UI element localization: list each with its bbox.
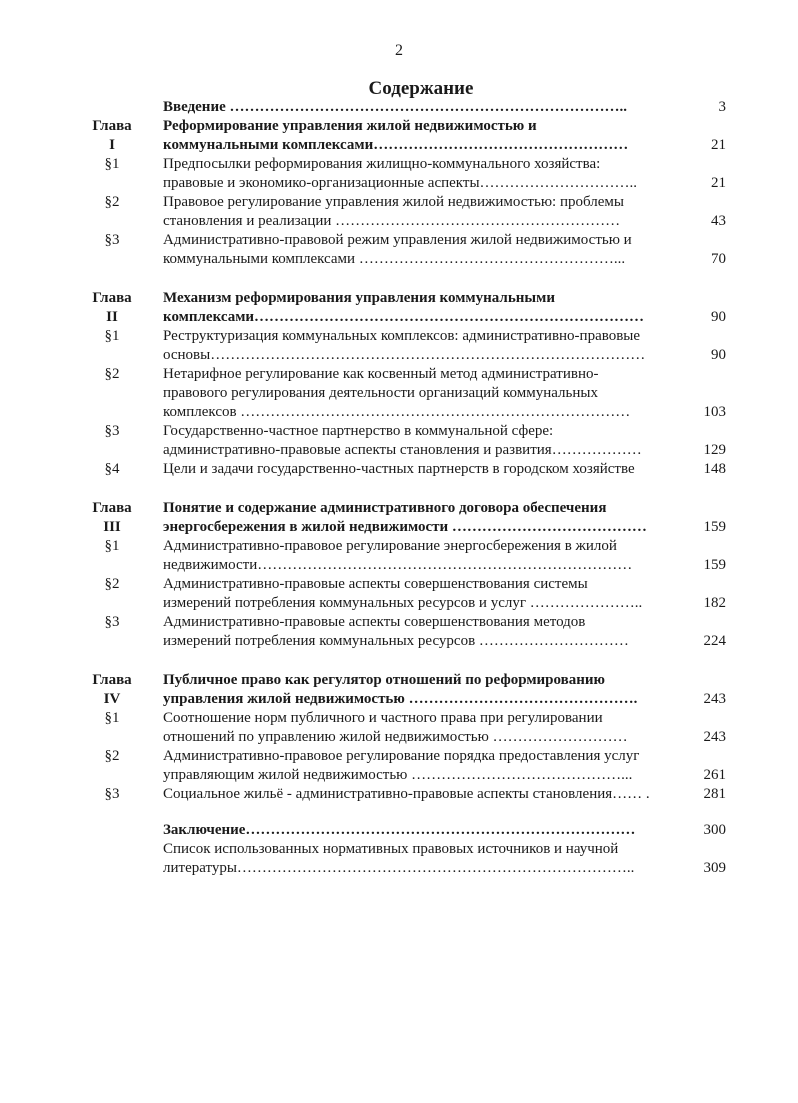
toc-entry-page: 43 xyxy=(711,213,726,229)
toc-entry-label: §1 xyxy=(104,156,120,172)
toc-entry-label: §2 xyxy=(104,576,120,592)
section-spacer xyxy=(0,804,798,821)
toc-entry-text: комплексов …………………………………………………………………… xyxy=(163,404,631,420)
toc-entry-text: Социальное жильё - административно-правовые аспекты становления…… . xyxy=(163,786,650,802)
toc-entry xyxy=(0,785,798,804)
toc-entry-text: Административно-правовые аспекты совершенствования системы xyxy=(163,576,588,592)
toc-entry-page: 224 xyxy=(703,633,726,649)
toc-entry-label: Глава xyxy=(92,118,132,134)
toc-entry xyxy=(0,289,798,308)
toc-entry xyxy=(0,384,798,403)
toc-entry xyxy=(0,690,798,709)
toc-entry xyxy=(0,403,798,422)
toc-entry-page: 3 xyxy=(718,99,726,115)
toc-entry-page: 90 xyxy=(711,309,726,325)
toc-entry-text: управления жилой недвижимостью ………………………………………. xyxy=(163,691,638,707)
page-number: 2 xyxy=(395,42,403,59)
toc-entry-text: коммунальными комплексами…………………………………………… xyxy=(163,137,629,153)
toc-entry-page: 70 xyxy=(711,251,726,267)
toc-entry xyxy=(0,231,798,250)
toc-entry-label: §1 xyxy=(104,538,120,554)
toc-entry-label: IV xyxy=(103,691,121,707)
toc-entry-text: Реструктуризация коммунальных комплексов: административно-правовые xyxy=(163,328,641,344)
toc-entry xyxy=(0,632,798,651)
toc-entry xyxy=(0,460,798,479)
toc-entry-label: §4 xyxy=(104,461,120,477)
toc-entry-page: 90 xyxy=(711,347,726,363)
toc-entry xyxy=(0,212,798,231)
toc-entry-text: правовые и экономико-организационные аспекты………………………….. xyxy=(163,175,638,191)
toc-entry-text: Нетарифное регулирование как косвенный метод административно- xyxy=(163,366,599,382)
toc-entry xyxy=(0,671,798,690)
toc-entry-page: 182 xyxy=(703,595,726,611)
section-spacer xyxy=(0,479,798,499)
toc-entry-text: измерений потребления коммунальных ресурсов ………………………… xyxy=(163,633,629,649)
toc-entry xyxy=(0,575,798,594)
toc-entry xyxy=(0,537,798,556)
section-spacer xyxy=(0,269,798,289)
toc-entry-text: комплексами…………………………………………………………………… xyxy=(163,309,645,325)
toc-entry-label: Глава xyxy=(92,500,132,516)
toc-entry-text: управляющим жилой недвижимостью ……………………………………... xyxy=(163,767,633,783)
toc-entry xyxy=(0,859,798,878)
toc-entry-text: Реформирование управления жилой недвижимостью и xyxy=(163,118,537,134)
toc-entry-text: измерений потребления коммунальных ресурсов и услуг ………………….. xyxy=(163,595,643,611)
toc-entry xyxy=(0,327,798,346)
toc-entry-page: 243 xyxy=(703,729,726,745)
toc-entry-text: литературы…………………………………………………………………….. xyxy=(163,860,635,876)
toc-entry xyxy=(0,346,798,365)
toc-entry-text: правового регулирования деятельности организаций коммунальных xyxy=(163,385,598,401)
toc-entry-label: §1 xyxy=(104,710,120,726)
toc-entry-page: 129 xyxy=(703,442,726,458)
toc-entry xyxy=(0,613,798,632)
toc-entry-text: коммунальными комплексами ……………………………………………... xyxy=(163,251,626,267)
toc-entry-label: Глава xyxy=(92,672,132,688)
toc-entry-text: Административно-правовой режим управления жилой недвижимостью и xyxy=(163,232,632,248)
toc-entry xyxy=(0,747,798,766)
toc-entry xyxy=(0,193,798,212)
toc-entry-label: §1 xyxy=(104,328,120,344)
toc-entry-label: §2 xyxy=(104,194,120,210)
toc-entry xyxy=(0,98,798,117)
toc-entry-page: 159 xyxy=(703,557,726,573)
toc-entry xyxy=(0,422,798,441)
toc-entry-label: §3 xyxy=(104,232,120,248)
toc-entry xyxy=(0,728,798,747)
toc-entry-label: Глава xyxy=(92,290,132,306)
toc-entry xyxy=(0,308,798,327)
toc-entry xyxy=(0,840,798,859)
toc-entry-page: 148 xyxy=(703,461,726,477)
toc-entry-label: I xyxy=(109,137,115,153)
toc-entry-text: Предпосылки реформирования жилищно-коммунального хозяйства: xyxy=(163,156,601,172)
toc-entry xyxy=(0,709,798,728)
toc-entry xyxy=(0,766,798,785)
toc-entry-text: Административно-правовое регулирование энергосбережения в жилой xyxy=(163,538,617,554)
toc-entry xyxy=(0,136,798,155)
toc-entry-page: 281 xyxy=(703,786,726,802)
toc-entry-text: Публичное право как регулятор отношений по реформированию xyxy=(163,672,605,688)
toc-entry-page: 21 xyxy=(711,137,726,153)
toc-entry-text: Государственно-частное партнерство в коммунальной сфере: xyxy=(163,423,554,439)
toc-entry xyxy=(0,174,798,193)
toc-entry-label: §3 xyxy=(104,423,120,439)
toc-entry-page: 159 xyxy=(703,519,726,535)
section-spacer xyxy=(0,651,798,671)
toc-entry-text: Список использованных нормативных правовых источников и научной xyxy=(163,841,619,857)
toc-entry-text: Введение …………………………………………………………………….. xyxy=(163,99,628,115)
toc-entry-text: Административно-правовые аспекты совершенствования методов xyxy=(163,614,586,630)
toc-entry-page: 261 xyxy=(703,767,726,783)
toc-entry xyxy=(0,250,798,269)
toc-entry xyxy=(0,556,798,575)
toc-entry-text: Понятие и содержание административного договора обеспечения xyxy=(163,500,607,516)
toc-entry-label: II xyxy=(106,309,118,325)
toc-entry-label: §2 xyxy=(104,366,120,382)
toc-entry-text: Соотношение норм публичного и частного права при регулировании xyxy=(163,710,603,726)
toc-entry xyxy=(0,155,798,174)
toc-entry-label: §3 xyxy=(104,786,120,802)
toc-entry-text: Правовое регулирование управления жилой недвижимостью: проблемы xyxy=(163,194,624,210)
toc-entry-text: Заключение…………………………………………………………………… xyxy=(163,822,636,838)
toc-entry xyxy=(0,365,798,384)
toc-entry xyxy=(0,441,798,460)
toc-entry-label: §3 xyxy=(104,614,120,630)
toc-entry-text: Административно-правовое регулирование порядка предоставления услуг xyxy=(163,748,640,764)
toc-entry-page: 300 xyxy=(703,822,726,838)
toc-entry-page: 21 xyxy=(711,175,726,191)
toc-entry-page: 103 xyxy=(703,404,726,420)
toc-entry-text: отношений по управлению жилой недвижимостью ……………………… xyxy=(163,729,628,745)
toc-entry-text: основы…………………………………………………………………………… xyxy=(163,347,646,363)
toc-entry-label: III xyxy=(103,519,121,535)
toc-entry xyxy=(0,117,798,136)
toc-entry-text: становления и реализации ………………………………………………… xyxy=(163,213,621,229)
toc-entry-text: Механизм реформирования управления коммунальными xyxy=(163,290,555,306)
toc-title: Содержание xyxy=(368,78,474,99)
toc-entry-text: Цели и задачи государственно-частных партнерств в городском хозяйстве xyxy=(163,461,635,477)
toc-entry-text: административно-правовые аспекты становления и развития……………… xyxy=(163,442,642,458)
toc-entry-page: 309 xyxy=(703,860,726,876)
toc-entry-text: энергосбережения в жилой недвижимости ………………………………… xyxy=(163,519,647,535)
toc-entry xyxy=(0,594,798,613)
toc-entry xyxy=(0,499,798,518)
toc-entry xyxy=(0,518,798,537)
toc-entry-label: §2 xyxy=(104,748,120,764)
toc-entry-text: недвижимости………………………………………………………………… xyxy=(163,557,633,573)
toc-entry-page: 243 xyxy=(703,691,726,707)
toc-entry xyxy=(0,821,798,840)
table-of-contents xyxy=(0,98,798,878)
